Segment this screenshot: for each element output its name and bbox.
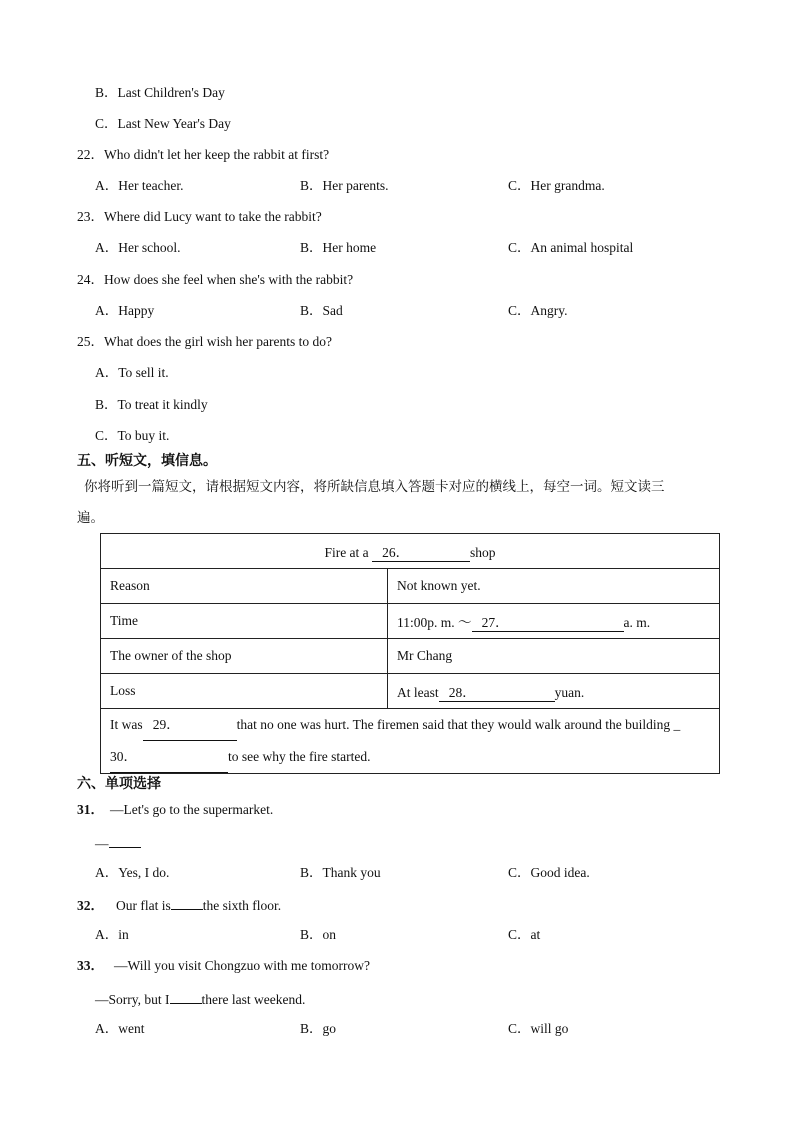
q31-number: 31． (77, 802, 104, 817)
summary-mid: that no one was hurt. The firemen said that they would walk around the building _ (236, 717, 681, 732)
q31-option-b: B．Thank you (300, 865, 381, 880)
q23-stem: 23．Where did Lucy want to take the rabbit? (77, 209, 322, 224)
blank-28-label: 28． (448, 684, 476, 700)
summary-post: to see why the fire started. (228, 749, 371, 764)
loss-value-cell (388, 674, 720, 709)
q32-stem-post: the sixth floor. (202, 898, 282, 913)
q33-reply-post: there last weekend. (201, 992, 306, 1007)
summary-cell (101, 709, 720, 774)
q32-stem-pre: Our flat is (116, 898, 171, 913)
q24-stem: 24．How does she feel when she's with the rabbit? (77, 272, 354, 287)
q25-option-a: A．To sell it. (95, 365, 169, 380)
time-post: a. m. (623, 614, 651, 630)
blank-30-label: 30． (110, 749, 137, 764)
reason-value: Not known yet. (388, 569, 720, 604)
q25-option-c: C．To buy it. (95, 428, 170, 443)
q32-option-b: B．on (300, 927, 337, 942)
time-pre: 11:00p. m. ～ (397, 614, 472, 630)
section5-title: 五、听短文，填信息。 (77, 453, 217, 469)
q24-option-c: C．Angry. (508, 303, 568, 318)
q31-line (77, 801, 273, 819)
q33-option-c: C．will go (508, 1021, 569, 1036)
section5-instruction-line1: 你将听到一篇短文，请根据短文内容，将所缺信息填入答题卡对应的横线上，每空一词。短文读三 (84, 479, 665, 495)
q33-line (77, 957, 370, 975)
q33-option-a: A．went (95, 1021, 145, 1036)
q21-option-c: C．Last New Year's Day (95, 116, 231, 131)
q23-option-c: C．An animal hospital (508, 240, 634, 255)
table-title-cell (101, 534, 720, 569)
q33-reply (95, 989, 305, 1009)
blank-29-label: 29． (152, 717, 180, 732)
table-title-post: shop (470, 544, 496, 560)
reason-label: Reason (101, 569, 388, 604)
answer-blank-29[interactable] (143, 709, 237, 741)
blank-27-label: 27． (481, 614, 509, 630)
answer-blank-30[interactable] (110, 741, 228, 773)
loss-pre: At least (397, 684, 439, 700)
answer-blank-26[interactable] (372, 541, 470, 562)
section5-instruction-line2: 遍。 (77, 510, 104, 526)
q33-stem: —Will you visit Chongzuo with me tomorrow? (114, 958, 370, 973)
q31-option-a: A．Yes, I do. (95, 865, 170, 880)
q33-reply-pre: —Sorry, but I (95, 992, 170, 1007)
q23-option-a: A．Her school. (95, 240, 181, 255)
q22-option-a: A．Her teacher. (95, 178, 184, 193)
q24-option-a: A．Happy (95, 303, 155, 318)
loss-label: Loss (101, 674, 388, 709)
q23-option-b: B．Her home (300, 240, 377, 255)
q25-stem: 25．What does the girl wish her parents to do? (77, 334, 332, 349)
table-title-pre: Fire at a (324, 544, 373, 560)
summary-pre: It was (110, 717, 143, 732)
owner-label: The owner of the shop (101, 639, 388, 674)
answer-blank-27[interactable] (472, 611, 624, 632)
q32-option-a: A．in (95, 927, 129, 942)
owner-value: Mr Chang (388, 639, 720, 674)
q22-option-b: B．Her parents. (300, 178, 389, 193)
q31-answer-blank[interactable] (109, 833, 141, 848)
q32-answer-blank[interactable] (171, 895, 203, 910)
q22-stem: 22．Who didn't let her keep the rabbit at first? (77, 147, 330, 162)
q31-option-c: C．Good idea. (508, 865, 590, 880)
blank-26-label: 26． (382, 544, 410, 560)
q33-number: 33． (77, 958, 104, 973)
q31-reply-dash: — (95, 836, 109, 851)
q31-reply (95, 833, 141, 853)
q31-stem: —Let's go to the supermarket. (110, 802, 274, 817)
section6-title: 六、单项选择 (77, 776, 161, 792)
loss-post: yuan. (554, 684, 585, 700)
q25-option-b: B．To treat it kindly (95, 397, 208, 412)
q32-option-c: C．at (508, 927, 541, 942)
q32-number: 32． (77, 898, 104, 913)
time-label: Time (101, 604, 388, 639)
answer-blank-28[interactable] (439, 681, 555, 702)
q33-answer-blank[interactable] (170, 989, 202, 1004)
q24-option-b: B．Sad (300, 303, 343, 318)
q21-option-b: B．Last Children's Day (95, 85, 225, 100)
q22-option-c: C．Her grandma. (508, 178, 605, 193)
fire-info-table (100, 533, 720, 774)
time-value-cell (388, 604, 720, 639)
q33-option-b: B．go (300, 1021, 337, 1036)
q32-line (77, 895, 281, 915)
